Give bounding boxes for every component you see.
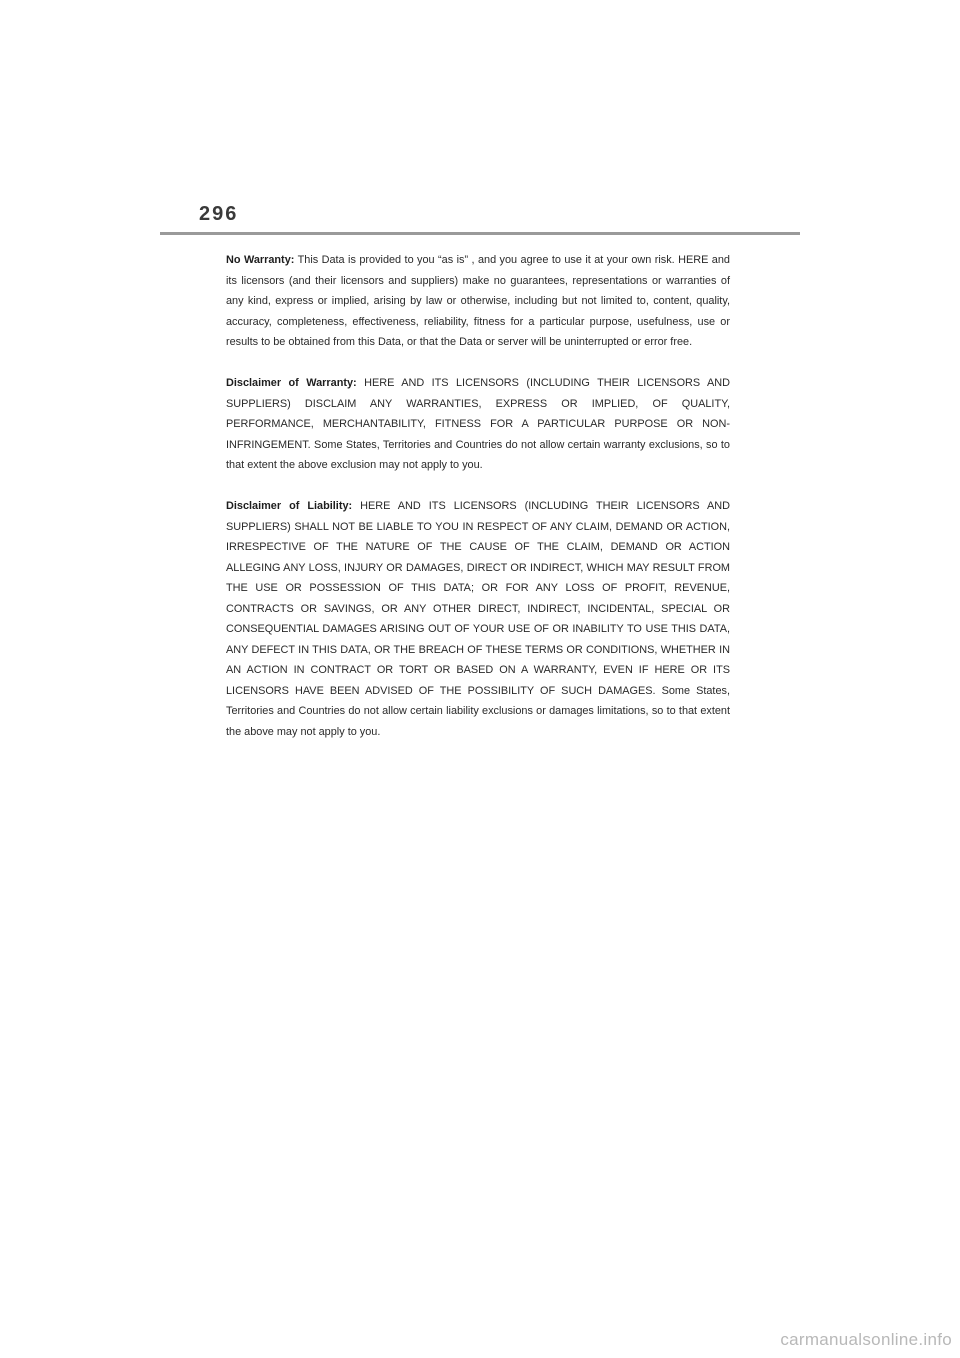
paragraph-text: HERE AND ITS LICENSORS (INCLUDING THEIR LICENSORS AND SUPPLIERS) SHALL NOT BE LIABLE TO YOU IN RESPECT OF ANY CLAIM, DEMAND OR ACTION, IRRESPECTIVE OF THE NATURE OF THE CAUSE OF THE CLAIM, DEMAND OR ACTION ALLEGING ANY LOSS, INJURY OR DAMAGES, DIRECT OR INDIRECT, WHICH MAY RESULT FROM THE USE OR POSSESSION OF THIS DATA; OR FOR ANY LOSS OF PROFIT, REVENUE, CONTRACTS OR SAVINGS, OR ANY OTHER DIRECT, INDIRECT, INCIDENTAL, SPECIAL OR CONSEQUENTIAL DAMAGES ARISING OUT OF YOUR USE OF OR INABILITY TO USE THIS DATA, ANY DEFECT IN THIS DATA, OR THE BREACH OF THESE TERMS OR CONDITIONS, WHETHER IN AN ACTION IN CONTRACT OR TORT OR BASED ON A WARRANTY, EVEN IF HERE OR ITS LICENSORS HAVE BEEN ADVISED OF THE POSSIBILITY OF SUCH DAMAGES. Some States, Territories and Countries do not allow certain liability exclusions or damages limitations, so to that extent the above may not apply to you. <box>226 500 730 738</box>
paragraph-heading: Disclaimer of Liability: <box>226 500 353 512</box>
paragraph-heading: Disclaimer of Warranty: <box>226 377 357 389</box>
no-warranty-paragraph <box>226 250 730 353</box>
paragraph-text: This Data is provided to you “as is” , and you agree to use it at your own risk. HERE and its licensors (and their licensors and suppliers) make no guarantees, representations or warranties of any kind, express or implied, arising by law or otherwise, including but not limited to, content, quality, accuracy, completeness, effectiveness, reliability, fitness for a particular purpose, usefulness, use or results to be obtained from this Data, or that the Data or server will be uninterrupted or error free. <box>226 254 730 348</box>
disclaimer-of-liability-paragraph <box>226 496 730 742</box>
paragraph-heading: No Warranty: <box>226 254 295 266</box>
watermark-text: carmanualsonline.info <box>780 1330 952 1349</box>
disclaimer-of-warranty-paragraph <box>226 373 730 476</box>
paragraph-text: HERE AND ITS LICENSORS (INCLUDING THEIR LICENSORS AND SUPPLIERS) DISCLAIM ANY WARRANTIES, EXPRESS OR IMPLIED, OF QUALITY, PERFORMANCE, MERCHANTABILITY, FITNESS FOR A PARTICULAR PURPOSE OR NON-INFRINGEMENT. Some States, Territories and Countries do not allow certain warranty exclusions, so to that extent the above exclusion may not apply to you. <box>226 377 730 471</box>
document-body <box>226 250 730 763</box>
header-divider <box>160 232 800 235</box>
page-number: 296 <box>199 203 239 225</box>
